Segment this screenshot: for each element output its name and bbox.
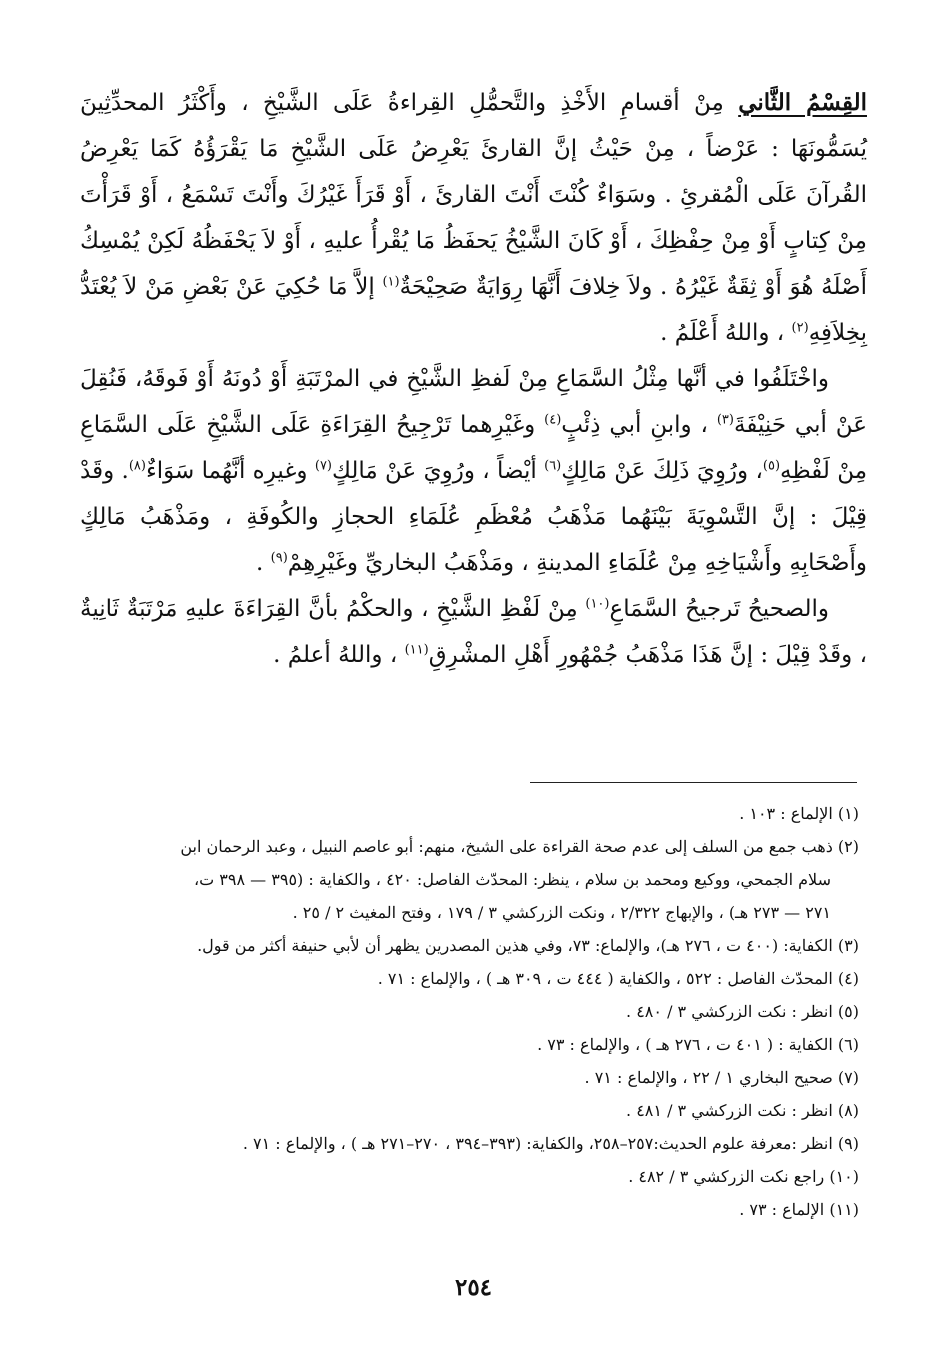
footnote-ref: (٦) xyxy=(544,458,562,474)
footnote-11: (١١) الإلماع : ٧٣ . xyxy=(739,1200,859,1219)
footnote-2-continued: ٢٧١ — ٢٧٣ هـ) ، والإبهاج ٢/٣٢٢ ، ونكت الزركشي ٣ / ١٧٩ ، وفتح المغيث ٢ / ٢٥ . xyxy=(292,903,831,922)
paragraph-1: القِسْمُ الثَّاني مِنْ أقسامِ الأَخْذِ والتَّحمُّلِ القِراءةُ عَلَى الشَّيْخِ ، وأَكْثَرُ المحدِّثِينَ يُسَمُّونَهَا : عَرْضاً ، مِنْ حَيْثُ إنَّ القارئَ يَعْرِضُ عَلَى الشَّيْخِ مَا يَقْرَؤُهُ كَمَا يَعْرِضُ القُرآنَ عَلَى الْمُقرئِ . وسَوَاءٌ كُنْتَ أَنْتَ القارئَ ، أَوْ قَرَأَ غَيْرُكَ وأَنْتَ تَسْمَعُ ، أَوْ قَرَأْتَ مِنْ كِتابٍ أَوْ مِنْ حِفْظِكَ ، أَوْ كَانَ الشَّيْخُ يَحفَظُ مَا يُقْرأُ عليهِ ، أَوْ لاَ يَحْفَظُهُ لَكِنْ يُمْسِكُ أَصْلَهُ هُوَ أَوْ ثِقَةٌ غَيْرُهُ . ولاَ خِلافَ أَنَّهَا رِوَايَةٌ صَحِيْحَةٌ$^{(١)}$ إلاَّ مَا حُكِيَ عَنْ بَعْضِ مَنْ لاَ يُعْتَدُّ بِخِلاَفِهِ$^{(٢)}$ ، واللهُ أَعْلَمُ . xyxy=(80,89,867,346)
footnote-divider xyxy=(530,782,857,783)
paragraph-2: واخْتَلَفُوا في أنَّها مِثْلُ السَّمَاعِ مِنْ لَفظِ الشَّيْخِ في المرْتَبَةِ أَوْ دُونَهُ أَوْ فَوقَهُ، فَنُقِلَ عَنْ أبي حَنِيْفَةَ$^{(٣)}$ ، وابنِ أبي ذِئْبٍ$^{(٤)}$ وغَيْرِهما تَرْجِيحُ القِرَاءَةِ عَلَى الشَّيْخِ عَلَى السَّمَاعِ مِنْ لَفْظِهِ$^{(٥)}$، ورُوِيَ ذَلِكَ عَنْ مَالِكٍ$^{(٦)}$ أيْضاً ، ورُوِيَ عَنْ مَالِكٍ$^{(٧)}$ وغيرِه أنَّهُما سَوَاءٌ$^{(٨)}$. وقَدْ قِيْلَ : إنَّ التَّسْوِيَةَ بَيْنَهُما مَذْهَبُ مُعْظَمِ عُلَمَاءِ الحجازِ والكُوفَةِ ، ومَذْهَبُ مَالِكٍ وأَصْحَابِهِ وأَشْيَاخِهِ مِنْ عُلَمَاءِ المدينةِ ، ومَذْهَبُ البخاريِّ وغَيْرِهِمْ$^{(٩)}$ . xyxy=(80,366,868,576)
footnote-ref: (٥) xyxy=(762,458,781,474)
footnote-8: (٨) انظر : نكت الزركشي ٣ / ٤٨١ . xyxy=(626,1101,859,1120)
footnote-ref: (٨) xyxy=(128,458,146,474)
footnote-2-continued: سلام الجمحي، ووكيع ومحمد بن سلام ، ينظر: المحدّث الفاصل: ٤٢٠ ، والكفاية : (٣٩٥ — ٣٩٨ ت، xyxy=(193,870,831,889)
footnote-10: (١٠) راجع نكت الزركشي ٣ / ٤٨٢ . xyxy=(628,1167,859,1186)
page-number: ٢٥٤ xyxy=(454,1274,493,1301)
footnote-ref: (١) xyxy=(382,274,400,290)
footnote-7: (٧) صحيح البخاري ١ / ٢٢ ، والإلماع : ٧١ . xyxy=(584,1068,859,1087)
footnote-1: (١) الإلماع : ١٠٣ . xyxy=(739,804,859,823)
paragraph-3: والصحيحُ تَرجيحُ السَّمَاعِ$^{(١٠)}$ مِنْ لَفْظِ الشَّيْخِ ، والحكْمُ بأنَّ القِرَاءَةَ عليهِ مَرْتَبَةٌ ثَانِيةٌ ، وقَدْ قِيْلَ : إنَّ هَذَا مَذْهَبُ جُمْهُورِ أَهْلِ المشْرِقِ$^{(١١)}$ ، واللهُ أعلمُ . xyxy=(80,596,867,668)
main-text xyxy=(80,80,867,678)
footnote-9: (٩) انظر :معرفة علوم الحديث:٢٥٧–٢٥٨، والكفاية: (٣٩٣–٣٩٤ ، ٢٧٠–٢٧١ هـ ) ، والإلماع : ٧١ . xyxy=(242,1134,859,1153)
footnote-ref: (٣) xyxy=(716,412,734,428)
footnote-2: (٢) ذهب جمع من السلف إلى عدم صحة القراءة على الشيخ، منهم: أبو عاصم النبيل ، وعبد الرحمان ابن xyxy=(180,837,859,856)
footnotes xyxy=(80,797,859,1226)
footnote-5: (٥) انظر : نكت الزركشي ٣ / ٤٨٠ . xyxy=(626,1002,859,1021)
footnote-ref: (٤) xyxy=(544,412,562,428)
footnote-6: (٦) الكفاية : ( ٤٠١ ت ، ٢٧٦ هـ ) ، والإلماع : ٧٣ . xyxy=(537,1035,859,1054)
footnote-ref: (٧) xyxy=(314,458,332,474)
footnote-3: (٣) الكفاية: (٤٠٠ ت ، ٢٧٦ هـ)، والإلماع: ٧٣، وفي هذين المصدرين يظهر أن لأبي حنيفة أكثر من قول. xyxy=(197,936,859,955)
footnote-ref: (١٠) xyxy=(585,596,610,612)
section-heading: القِسْمُ الثَّاني xyxy=(738,89,867,116)
footnote-4: (٤) المحدّث الفاصل : ٥٢٢ ، والكفاية ( ٤٤٤ ت ، ٣٠٩ هـ ) ، والإلماع : ٧١ . xyxy=(377,969,859,988)
footnote-ref: (١١) xyxy=(404,642,429,658)
footnote-ref: (٢) xyxy=(791,320,809,336)
footnote-ref: (٩) xyxy=(270,550,288,566)
